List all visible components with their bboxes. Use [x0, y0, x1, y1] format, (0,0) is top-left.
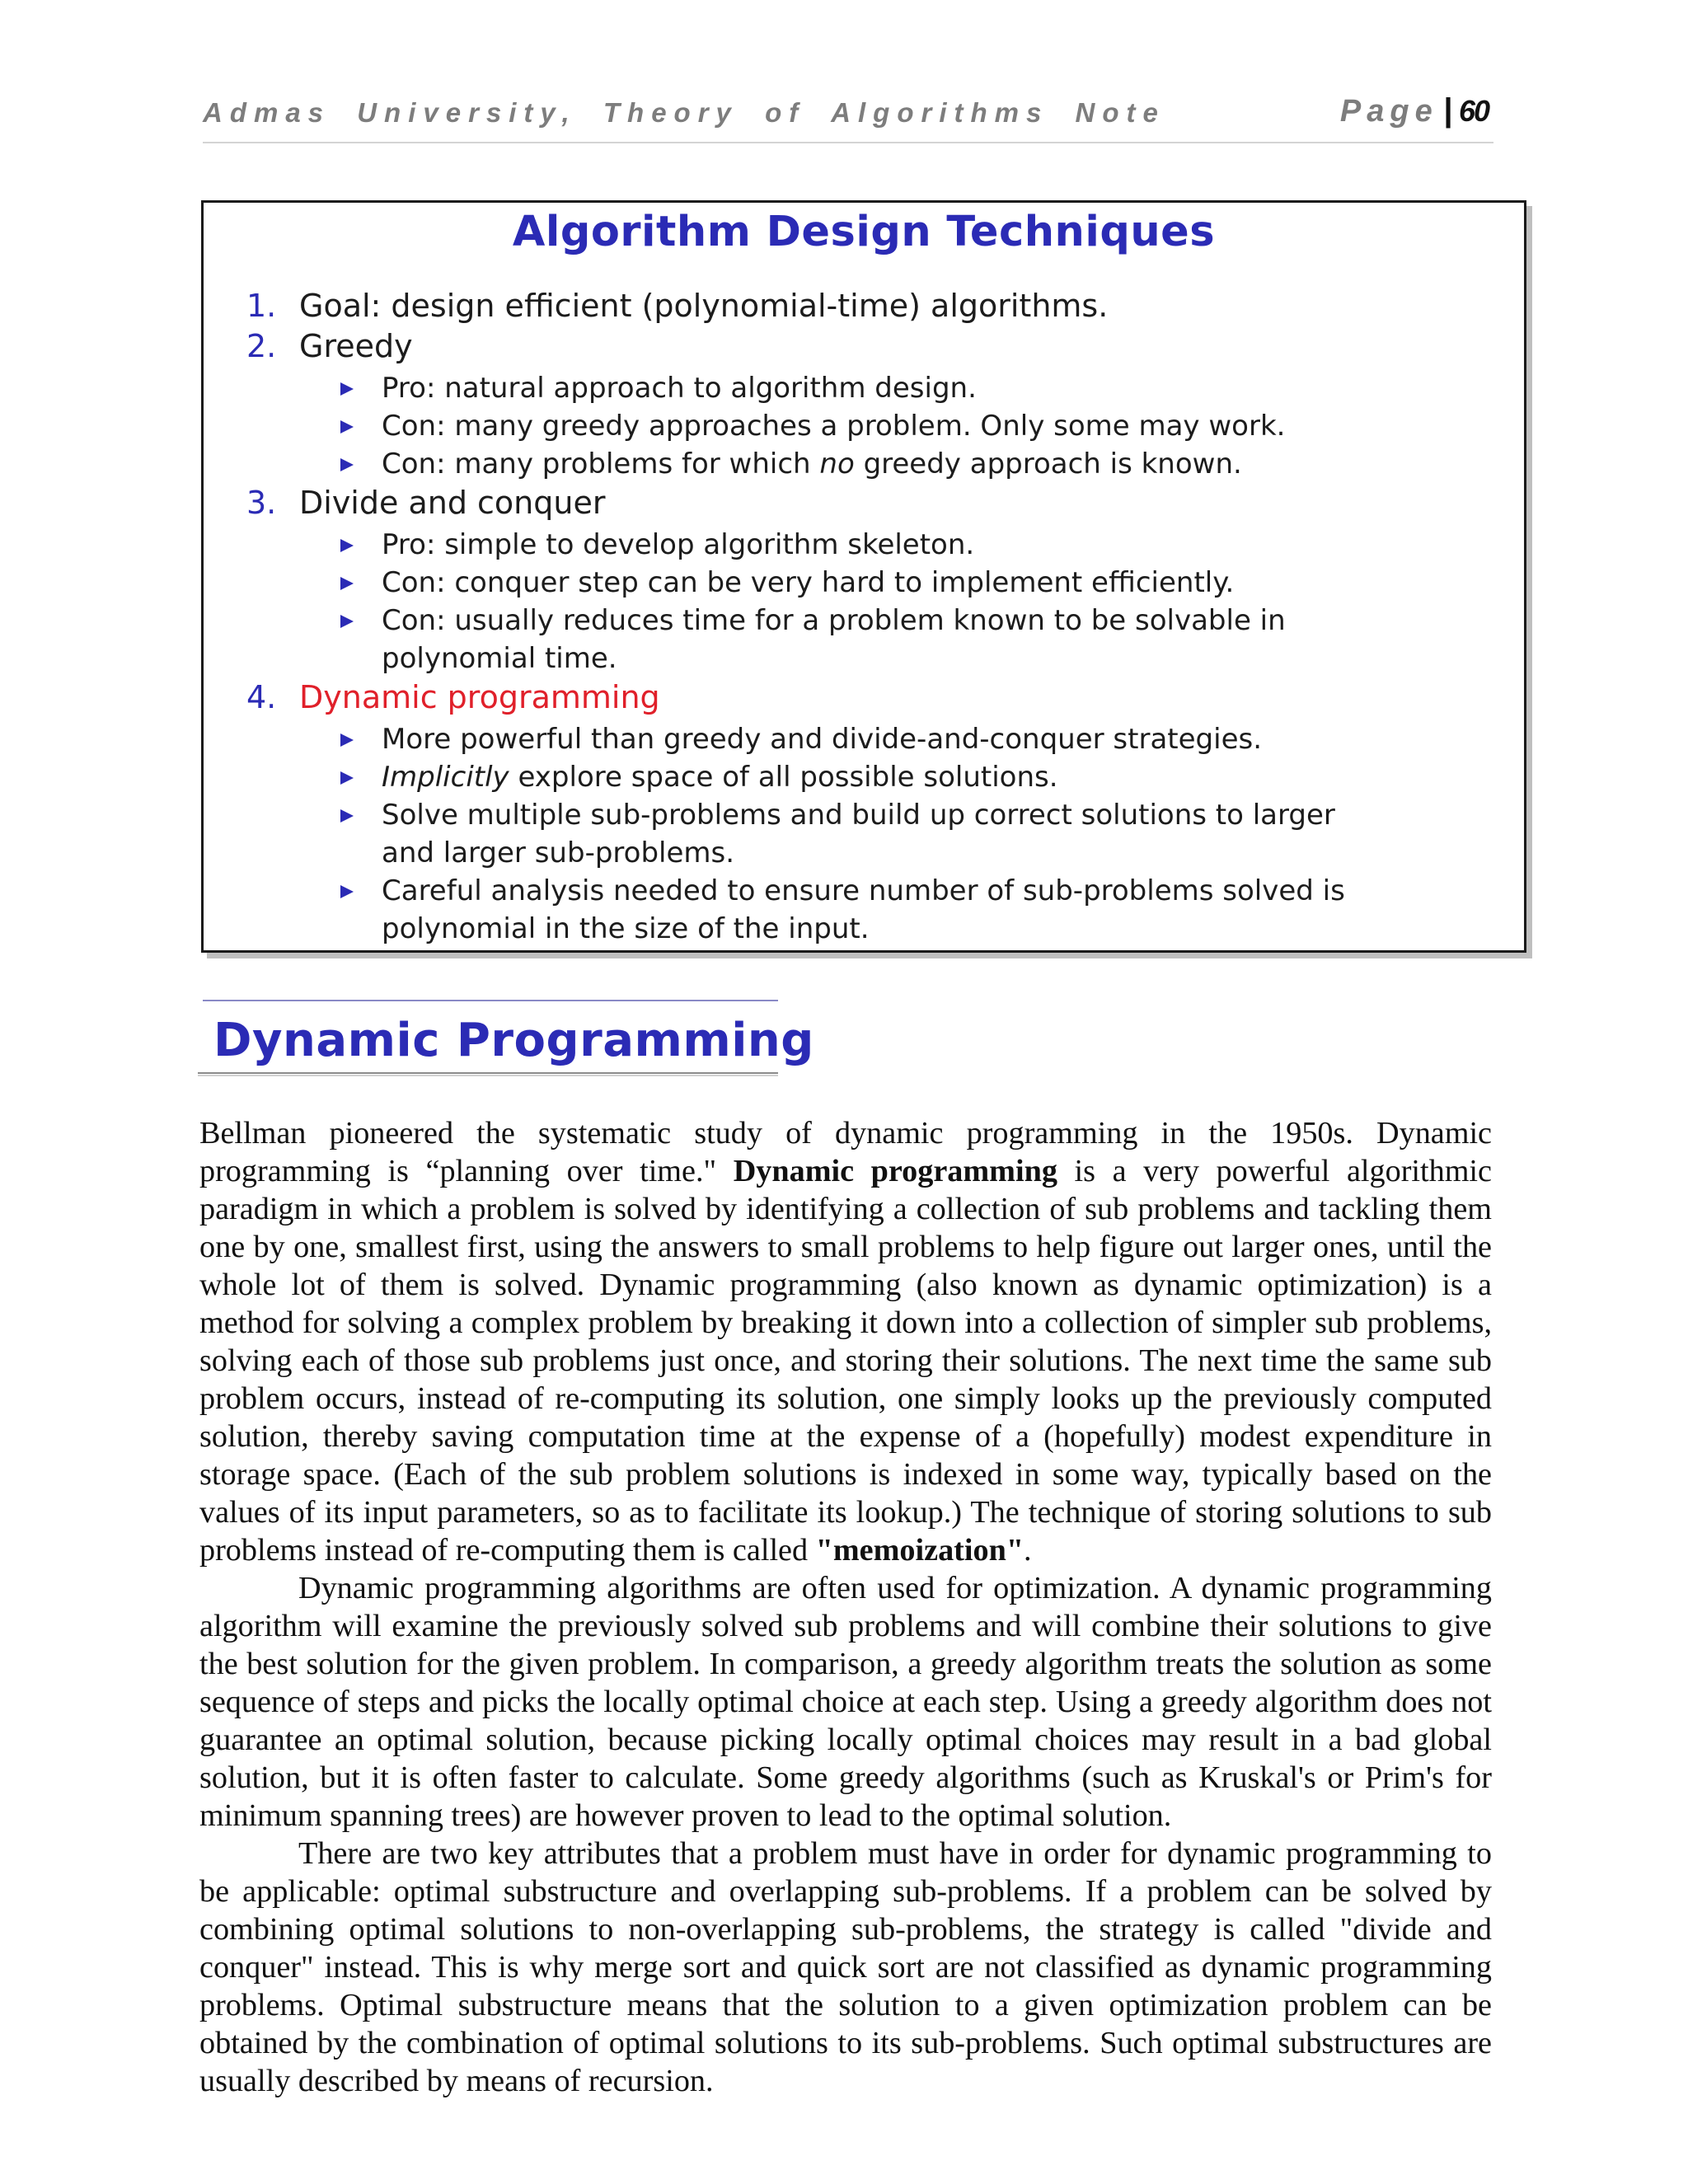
bullet-text-part: Con: many problems for which — [382, 448, 820, 480]
list-item-dynamic-programming — [246, 679, 660, 715]
list-label: Greedy — [299, 328, 413, 364]
bullet-text: Con: usually reduces time for a problem known to be solvable in — [382, 604, 1286, 637]
bullet-text: polynomial in the size of the input. — [382, 912, 870, 945]
bullet-emphasis: no — [819, 448, 855, 480]
bullet-text — [382, 448, 1242, 480]
triangle-bullet-icon — [340, 615, 354, 628]
paragraph-text: . — [1024, 1533, 1032, 1568]
paragraph-text: Bellman pioneered the systematic study of dynamic programming in the 1950s. Dynamic programming is “planning over time." — [199, 1116, 1492, 1188]
list-item-divide-and-conquer — [246, 485, 605, 521]
triangle-bullet-icon — [340, 458, 354, 471]
list-number: 4. — [246, 679, 277, 715]
paragraph-2: Dynamic programming algorithms are often used for optimization. A dynamic programming algorithm will examine the previously solved sub problems and will combine their solutions to give the best solution for the given problem. In comparison, a greedy algorithm treats the solution as some sequence of steps and picks the locally optimal choice at each step. Using a greedy algorithm does not guarantee an optimal solution, because picking locally optimal choices may result in a bad global solution, but it is often faster to calculate. Some greedy algorithms (such as Kruskal's or Prim's for minimum spanning trees) are however proven to lead to the optimal solution. — [199, 1571, 1492, 1833]
bullet-text: polynomial time. — [382, 642, 617, 675]
bullet-text — [382, 761, 1058, 794]
bold-term: "memoization" — [815, 1533, 1025, 1568]
triangle-bullet-icon — [340, 577, 354, 590]
list-label: Dynamic programming — [299, 679, 660, 715]
bullet-text: Con: many greedy approaches a problem. Only some may work. — [382, 410, 1286, 443]
bullet-emphasis: Implicitly — [382, 761, 509, 794]
bullet-text: Pro: simple to develop algorithm skeleton. — [382, 528, 975, 561]
triangle-bullet-icon — [340, 420, 354, 434]
list-number: 3. — [246, 485, 277, 521]
list-item-greedy — [246, 328, 413, 364]
triangle-bullet-icon — [340, 885, 354, 898]
heading-rule-top — [203, 1000, 778, 1001]
list-number: 1. — [246, 288, 277, 324]
slide-title: Algorithm Design Techniques — [512, 208, 1216, 256]
list-item-goal — [246, 288, 1108, 324]
paragraph-1 — [199, 1114, 1492, 1569]
bullet-text: More powerful than greedy and divide-and-conquer strategies. — [382, 723, 1263, 756]
triangle-bullet-icon — [340, 733, 354, 747]
bold-term: Dynamic programming — [733, 1154, 1057, 1188]
list-number: 2. — [246, 328, 277, 364]
page-label: Page — [1339, 94, 1438, 129]
header-title: Admas University, Theory of Algorithms Note — [203, 97, 1165, 128]
paragraph-3: There are two key attributes that a problem must have in order for dynamic programming to be applicable: optimal substructure and overlapping sub-problems. If a problem can be solved by combining optimal solutions to non-overlapping sub-problems, the strategy is called "divide and conquer" instead. This is why merge sort and quick sort are not classified as dynamic programming problems. Optimal substructure means that the solution to a given optimization problem can be obtained by the combination of optimal solutions to its sub-problems. Such optimal substructures are usually described by means of recursion. — [199, 1836, 1492, 2098]
triangle-bullet-icon — [340, 809, 354, 823]
page-separator: | — [1442, 92, 1452, 129]
bullet-text: Solve multiple sub-problems and build up correct solutions to larger — [382, 799, 1335, 832]
bullet-text-part: explore space of all possible solutions. — [509, 761, 1058, 794]
list-label: Divide and conquer — [299, 485, 606, 521]
page-number: 60 — [1458, 94, 1489, 128]
page-indicator — [1340, 92, 1489, 129]
bullet-text: Con: conquer step can be very hard to implement efficiently. — [382, 566, 1235, 599]
heading-rule-bottom — [198, 1072, 778, 1074]
body-text — [199, 1114, 1492, 2100]
bullet-text: Careful analysis needed to ensure number of sub-problems solved is — [382, 874, 1345, 907]
section-heading: Dynamic Programming — [213, 1014, 814, 1067]
bullet-text: and larger sub-problems. — [382, 837, 735, 869]
bullet-text: Pro: natural approach to algorithm design. — [382, 372, 977, 405]
bullet-text-part: greedy approach is known. — [854, 448, 1242, 480]
triangle-bullet-icon — [340, 771, 354, 785]
slide-figure — [201, 200, 1526, 953]
list-label: Goal: design efficient (polynomial-time) algorithms. — [299, 288, 1109, 324]
triangle-bullet-icon — [340, 382, 354, 396]
page-header — [203, 92, 1493, 143]
triangle-bullet-icon — [340, 539, 354, 552]
paragraph-text: is a very powerful algorithmic paradigm in which a problem is solved by identifying a collection of sub problems and tackling them one by one, smallest first, using the answers to small problems to help figure out larger ones, until the whole lot of them is solved. Dynamic programming (also known as dynamic optimization) is a method for solving a complex problem by breaking it down into a collection of simpler sub problems, solving each of those sub problems just once, and storing their solutions. The next time the same sub problem occurs, instead of re-computing its solution, one simply looks up the previously computed solution, thereby saving computation time at the expense of a (hopefully) modest expenditure in storage space. (Each of the sub problem solutions is indexed in some way, typically based on the values of its input parameters, so as to facilitate its lookup.) The technique of storing solutions to sub problems instead of re-computing them is called — [199, 1154, 1492, 1568]
